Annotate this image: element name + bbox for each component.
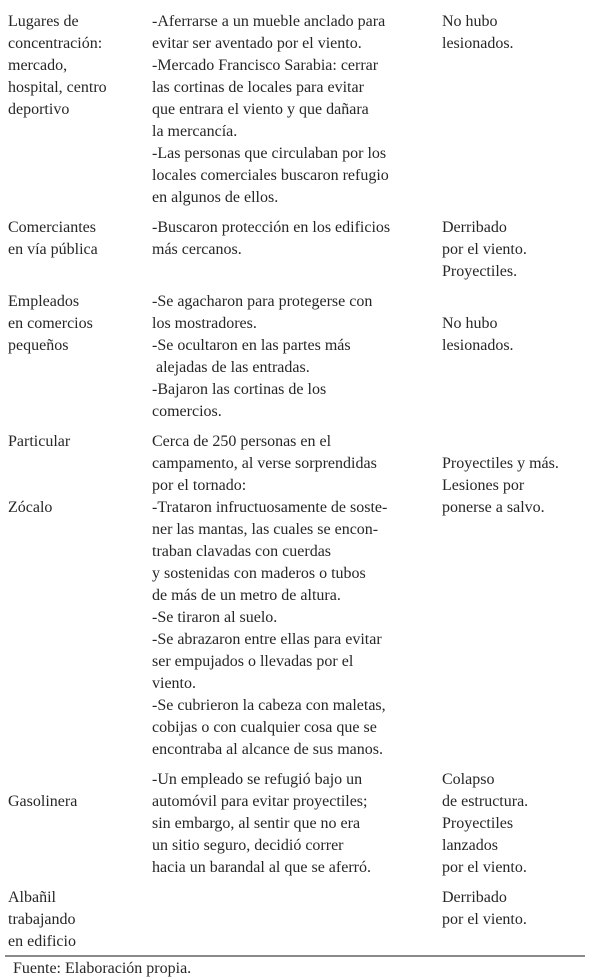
action-line: -Aferrarse a un mueble anclado para <box>152 13 386 30</box>
outcome-line: por el viento. <box>442 911 527 928</box>
action-line: más cercanos. <box>152 241 242 258</box>
action-line: Cerca de 250 personas en el <box>152 433 332 450</box>
table-row <box>0 11 600 209</box>
action-line: de más de un metro de altura. <box>152 587 341 604</box>
action-line: traban clavadas con cuerdas <box>152 543 332 560</box>
outcome-cell <box>442 769 600 879</box>
action-line: evitar ser aventado por el viento. <box>152 35 362 52</box>
outcome-line: Colapso <box>442 771 495 788</box>
table-row <box>0 887 600 953</box>
action-line: viento. <box>152 675 196 692</box>
action-line: -Bajaron las cortinas de los <box>152 381 327 398</box>
outcome-cell <box>442 291 600 423</box>
outcome-line: de estructura. <box>442 793 529 810</box>
group-line: trabajando <box>8 911 76 928</box>
group-line: concentración: <box>8 35 103 52</box>
outcome-line: No hubo <box>442 13 498 30</box>
action-line: encontraba al alcance de sus manos. <box>152 741 384 758</box>
group-line: en comercios <box>8 315 93 332</box>
outcome-line: lanzados <box>442 837 498 854</box>
action-line: en algunos de ellos. <box>152 189 279 206</box>
outcome-cell <box>442 217 600 283</box>
action-line: ser empujados o llevadas por el <box>152 653 354 670</box>
group-line: en edificio <box>8 933 76 950</box>
group-cell <box>8 217 146 283</box>
group-line: mercado, <box>8 57 68 74</box>
action-line: alejadas de las entradas. <box>156 359 310 376</box>
outcome-cell <box>442 11 600 209</box>
action-line: la mercancía. <box>152 123 238 140</box>
group-line: pequeños <box>8 337 69 354</box>
actions-cell <box>152 11 436 209</box>
action-line: -Se cubrieron la cabeza con maletas, <box>152 697 386 714</box>
group-line-zocalo: Zócalo <box>8 499 53 516</box>
outcome-line: Proyectiles <box>442 815 514 832</box>
group-cell <box>8 887 146 953</box>
table-row <box>0 217 600 283</box>
outcome-cell <box>442 431 600 761</box>
outcome-line: Lesiones por <box>442 477 525 494</box>
action-line: -Buscaron protección en los edificios <box>152 219 391 236</box>
action-line: por el tornado: <box>152 477 247 494</box>
action-line: los mostradores. <box>152 315 257 332</box>
action-line: -Se tiraron al suelo. <box>152 609 278 626</box>
group-line: en vía pública <box>8 241 98 258</box>
group-cell <box>8 11 146 209</box>
actions-cell-empty <box>152 887 436 953</box>
outcome-line: por el viento. <box>442 859 527 876</box>
group-cell <box>8 769 146 879</box>
action-line: las cortinas de locales para evitar <box>152 79 364 96</box>
table-row <box>0 431 600 761</box>
group-line: Lugares de <box>8 13 79 30</box>
table-row <box>0 769 600 879</box>
action-line: -Las personas que circulaban por los <box>152 145 387 162</box>
outcome-cell <box>442 887 600 953</box>
group-line: Gasolinera <box>8 793 78 810</box>
group-cell <box>8 431 146 761</box>
group-cell <box>8 291 146 423</box>
outcome-line: No hubo <box>442 315 498 332</box>
action-line: locales comerciales buscaron refugio <box>152 167 389 184</box>
group-line: Empleados <box>8 293 80 310</box>
action-line: automóvil para evitar proyectiles; <box>152 793 368 810</box>
outcome-line: ponerse a salvo. <box>442 499 545 516</box>
group-line: Albañil <box>8 889 56 906</box>
action-line: -Se agacharon para protegerse con <box>152 293 373 310</box>
action-line: -Se abrazaron entre ellas para evitar <box>152 631 382 648</box>
source-note: Fuente: Elaboración propia. <box>13 960 192 977</box>
group-line: deportivo <box>8 101 70 118</box>
outcome-line: Derribado <box>442 889 507 906</box>
action-line: comercios. <box>152 403 222 420</box>
group-line: hospital, centro <box>8 79 107 96</box>
action-line: un sitio seguro, decidió correr <box>152 837 344 854</box>
table-row <box>0 291 600 423</box>
actions-cell <box>152 291 436 423</box>
action-line: que entrara el viento y que dañara <box>152 101 369 118</box>
action-line: cobijas o con cualquier cosa que se <box>152 719 377 736</box>
action-line: -Se ocultaron en las partes más <box>152 337 351 354</box>
outcome-line: lesionados. <box>442 35 514 52</box>
outcome-line: por el viento. <box>442 241 527 258</box>
action-line: hacia un barandal al que se aferró. <box>152 859 371 876</box>
outcome-line: Derribado <box>442 219 507 236</box>
group-line: Particular <box>8 433 71 450</box>
action-line: -Un empleado se refugió bajo un <box>152 771 363 788</box>
group-line: Comerciantes <box>8 219 96 236</box>
outcome-line: Proyectiles. <box>442 263 518 280</box>
action-line: sin embargo, al sentir que no era <box>152 815 361 832</box>
action-line: y sostenidas con maderos o tubos <box>152 565 366 582</box>
action-line: -Trataron infructuosamente de soste- <box>152 499 388 516</box>
actions-cell <box>152 217 436 283</box>
action-line: ner las mantas, las cuales se encon- <box>152 521 379 538</box>
action-line: -Mercado Francisco Sarabia: cerrar <box>152 57 379 74</box>
outcome-line: Proyectiles y más. <box>442 455 559 472</box>
action-line: campamento, al verse sorprendidas <box>152 455 377 472</box>
actions-cell <box>152 431 436 761</box>
actions-cell <box>152 769 436 879</box>
outcome-line: lesionados. <box>442 337 514 354</box>
